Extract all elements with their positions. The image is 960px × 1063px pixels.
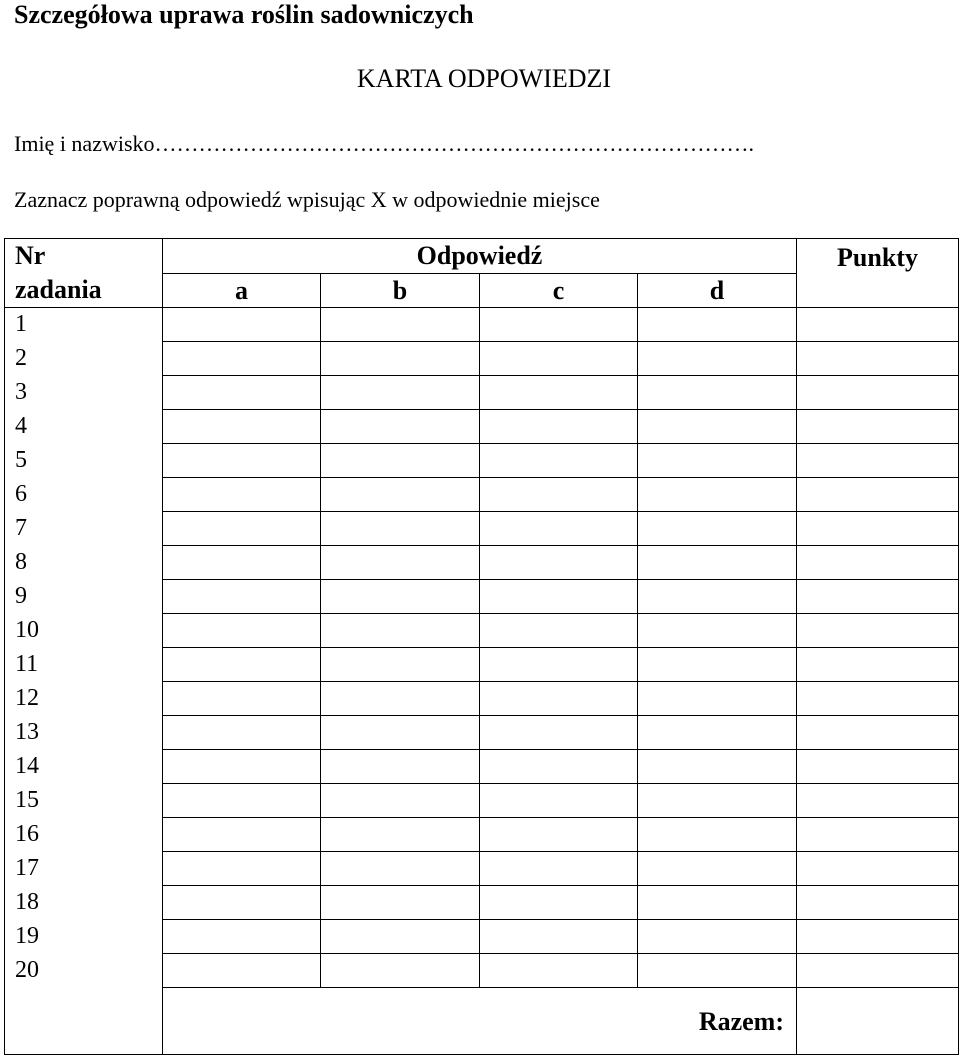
- task-number-cell: 10: [5, 614, 163, 648]
- answer-cell-d[interactable]: [638, 648, 797, 682]
- task-number-cell: 14: [5, 750, 163, 784]
- answer-cell-a[interactable]: [163, 478, 321, 512]
- answer-cell-d[interactable]: [638, 852, 797, 886]
- points-cell[interactable]: [797, 852, 959, 886]
- table-row: [5, 410, 959, 444]
- answer-cell-a[interactable]: [163, 852, 321, 886]
- points-cell[interactable]: [797, 342, 959, 376]
- answer-cell-c[interactable]: [480, 342, 638, 376]
- points-cell[interactable]: [797, 478, 959, 512]
- answer-cell-a[interactable]: [163, 614, 321, 648]
- task-number-cell: 12: [5, 682, 163, 716]
- answer-cell-d[interactable]: [638, 410, 797, 444]
- table-row: [5, 444, 959, 478]
- table-row: [5, 512, 959, 546]
- answer-cell-b[interactable]: [321, 376, 480, 410]
- answer-cell-a[interactable]: [163, 308, 321, 342]
- task-number-cell: 6: [5, 478, 163, 512]
- task-number-cell: 13: [5, 716, 163, 750]
- answer-cell-d[interactable]: [638, 682, 797, 716]
- answer-cell-c[interactable]: [480, 784, 638, 818]
- total-points-cell[interactable]: [797, 988, 959, 1055]
- answer-cell-c[interactable]: [480, 580, 638, 614]
- task-number-header-line1: Nr: [15, 241, 46, 270]
- instruction-text: Zaznacz poprawną odpowiedź wpisując X w odpowiednie miejsce: [14, 187, 600, 212]
- answer-cell-c[interactable]: [480, 818, 638, 852]
- answer-cell-c[interactable]: [480, 852, 638, 886]
- task-number-cell: 9: [5, 580, 163, 614]
- answer-cell-a[interactable]: [163, 512, 321, 546]
- total-row-spacer: [5, 988, 163, 1055]
- answer-cell-b[interactable]: [321, 512, 480, 546]
- task-number-cell: 17: [5, 852, 163, 886]
- answer-cell-d[interactable]: [638, 376, 797, 410]
- table-row: [5, 852, 959, 886]
- points-cell[interactable]: [797, 580, 959, 614]
- answer-cell-b[interactable]: [321, 716, 480, 750]
- table-row: [5, 546, 959, 580]
- task-number-cell: 11: [5, 648, 163, 682]
- table-row: [5, 342, 959, 376]
- option-header-c: c: [480, 273, 638, 308]
- answer-cell-c[interactable]: [480, 886, 638, 920]
- table-row: [5, 920, 959, 954]
- answer-cell-b[interactable]: [321, 920, 480, 954]
- answer-cell-c[interactable]: [480, 682, 638, 716]
- answer-cell-c[interactable]: [480, 512, 638, 546]
- answer-cell-c[interactable]: [480, 478, 638, 512]
- answer-cell-b[interactable]: [321, 410, 480, 444]
- points-cell[interactable]: [797, 750, 959, 784]
- points-cell[interactable]: [797, 682, 959, 716]
- points-cell[interactable]: [797, 546, 959, 580]
- answer-cell-d[interactable]: [638, 614, 797, 648]
- answer-cell-d[interactable]: [638, 716, 797, 750]
- task-number-cell: 20: [5, 954, 163, 988]
- table-row: [5, 580, 959, 614]
- table-row: [5, 954, 959, 988]
- answer-header: Odpowiedź: [163, 239, 797, 274]
- answer-cell-a[interactable]: [163, 580, 321, 614]
- answer-cell-c[interactable]: [480, 410, 638, 444]
- answer-cell-c[interactable]: [480, 444, 638, 478]
- points-cell[interactable]: [797, 716, 959, 750]
- answer-cell-b[interactable]: [321, 682, 480, 716]
- name-field-label: Imię i nazwisko……………………………………………………………………….: [14, 131, 755, 156]
- task-number-cell: 4: [5, 410, 163, 444]
- answer-cell-b[interactable]: [321, 954, 480, 988]
- task-number-cell: 2: [5, 342, 163, 376]
- points-cell[interactable]: [797, 648, 959, 682]
- answer-cell-c[interactable]: [480, 308, 638, 342]
- task-number-header-line2: zadania: [15, 275, 102, 304]
- table-header-row: [5, 239, 959, 274]
- answer-cell-b[interactable]: [321, 784, 480, 818]
- answer-cell-d[interactable]: [638, 580, 797, 614]
- answer-cell-a[interactable]: [163, 444, 321, 478]
- answer-cell-d[interactable]: [638, 342, 797, 376]
- points-cell[interactable]: [797, 614, 959, 648]
- answer-cell-c[interactable]: [480, 376, 638, 410]
- option-header-d: d: [638, 273, 797, 308]
- option-header-a: a: [163, 273, 321, 308]
- table-row: [5, 784, 959, 818]
- answer-cell-d[interactable]: [638, 546, 797, 580]
- document-title: Szczegółowa uprawa roślin sadowniczych: [14, 0, 474, 29]
- answer-cell-a[interactable]: [163, 342, 321, 376]
- answer-cell-d[interactable]: [638, 750, 797, 784]
- points-cell[interactable]: [797, 308, 959, 342]
- answer-cell-c[interactable]: [480, 614, 638, 648]
- points-cell[interactable]: [797, 886, 959, 920]
- total-row: [5, 988, 959, 1055]
- table-row: [5, 682, 959, 716]
- table-row: [5, 716, 959, 750]
- answer-cell-c[interactable]: [480, 920, 638, 954]
- answer-cell-d[interactable]: [638, 478, 797, 512]
- task-number-cell: 16: [5, 818, 163, 852]
- table-row: [5, 886, 959, 920]
- answer-cell-c[interactable]: [480, 750, 638, 784]
- task-number-cell: 15: [5, 784, 163, 818]
- answer-cell-d[interactable]: [638, 886, 797, 920]
- answer-cell-a[interactable]: [163, 886, 321, 920]
- task-number-cell: 19: [5, 920, 163, 954]
- task-number-cell: 3: [5, 376, 163, 410]
- answer-cell-a[interactable]: [163, 716, 321, 750]
- answer-cell-b[interactable]: [321, 614, 480, 648]
- answer-cell-b[interactable]: [321, 308, 480, 342]
- answer-cell-a[interactable]: [163, 818, 321, 852]
- answer-cell-a[interactable]: [163, 682, 321, 716]
- answer-cell-b[interactable]: [321, 852, 480, 886]
- answer-sheet-heading: KARTA ODPOWIEDZI: [356, 64, 612, 93]
- points-cell[interactable]: [797, 784, 959, 818]
- table-row: [5, 648, 959, 682]
- option-header-b: b: [321, 273, 480, 308]
- answer-cell-b[interactable]: [321, 750, 480, 784]
- answer-cell-a[interactable]: [163, 648, 321, 682]
- answer-cell-a[interactable]: [163, 920, 321, 954]
- task-number-cell: 18: [5, 886, 163, 920]
- answer-cell-d[interactable]: [638, 920, 797, 954]
- points-cell[interactable]: [797, 920, 959, 954]
- points-cell[interactable]: [797, 512, 959, 546]
- answer-cell-a[interactable]: [163, 784, 321, 818]
- answer-cell-b[interactable]: [321, 444, 480, 478]
- answer-cell-b[interactable]: [321, 818, 480, 852]
- task-number-cell: 5: [5, 444, 163, 478]
- table-row: [5, 750, 959, 784]
- task-number-cell: 7: [5, 512, 163, 546]
- points-cell[interactable]: [797, 954, 959, 988]
- answer-cell-d[interactable]: [638, 954, 797, 988]
- answer-cell-d[interactable]: [638, 784, 797, 818]
- table-row: [5, 376, 959, 410]
- answer-cell-a[interactable]: [163, 410, 321, 444]
- answer-cell-c[interactable]: [480, 648, 638, 682]
- table-row: [5, 818, 959, 852]
- answer-cell-b[interactable]: [321, 478, 480, 512]
- points-cell[interactable]: [797, 444, 959, 478]
- answer-cell-b[interactable]: [321, 580, 480, 614]
- table-row: [5, 614, 959, 648]
- answer-cell-d[interactable]: [638, 512, 797, 546]
- task-number-cell: 1: [5, 308, 163, 342]
- points-cell[interactable]: [797, 818, 959, 852]
- table-row: [5, 308, 959, 342]
- answer-cell-c[interactable]: [480, 954, 638, 988]
- answer-cell-a[interactable]: [163, 750, 321, 784]
- answer-cell-b[interactable]: [321, 648, 480, 682]
- answer-cell-c[interactable]: [480, 716, 638, 750]
- points-header: Punkty: [797, 239, 959, 308]
- total-label: Razem:: [163, 988, 797, 1055]
- answer-cell-d[interactable]: [638, 308, 797, 342]
- answer-cell-b[interactable]: [321, 546, 480, 580]
- answer-cell-a[interactable]: [163, 954, 321, 988]
- table-row: [5, 478, 959, 512]
- task-number-cell: 8: [5, 546, 163, 580]
- answer-table: [4, 238, 959, 1055]
- task-number-header: [5, 239, 163, 308]
- points-cell[interactable]: [797, 376, 959, 410]
- points-cell[interactable]: [797, 410, 959, 444]
- answer-cell-b[interactable]: [321, 342, 480, 376]
- answer-cell-a[interactable]: [163, 546, 321, 580]
- answer-cell-d[interactable]: [638, 818, 797, 852]
- answer-cell-b[interactable]: [321, 886, 480, 920]
- answer-cell-a[interactable]: [163, 376, 321, 410]
- answer-cell-d[interactable]: [638, 444, 797, 478]
- answer-cell-c[interactable]: [480, 546, 638, 580]
